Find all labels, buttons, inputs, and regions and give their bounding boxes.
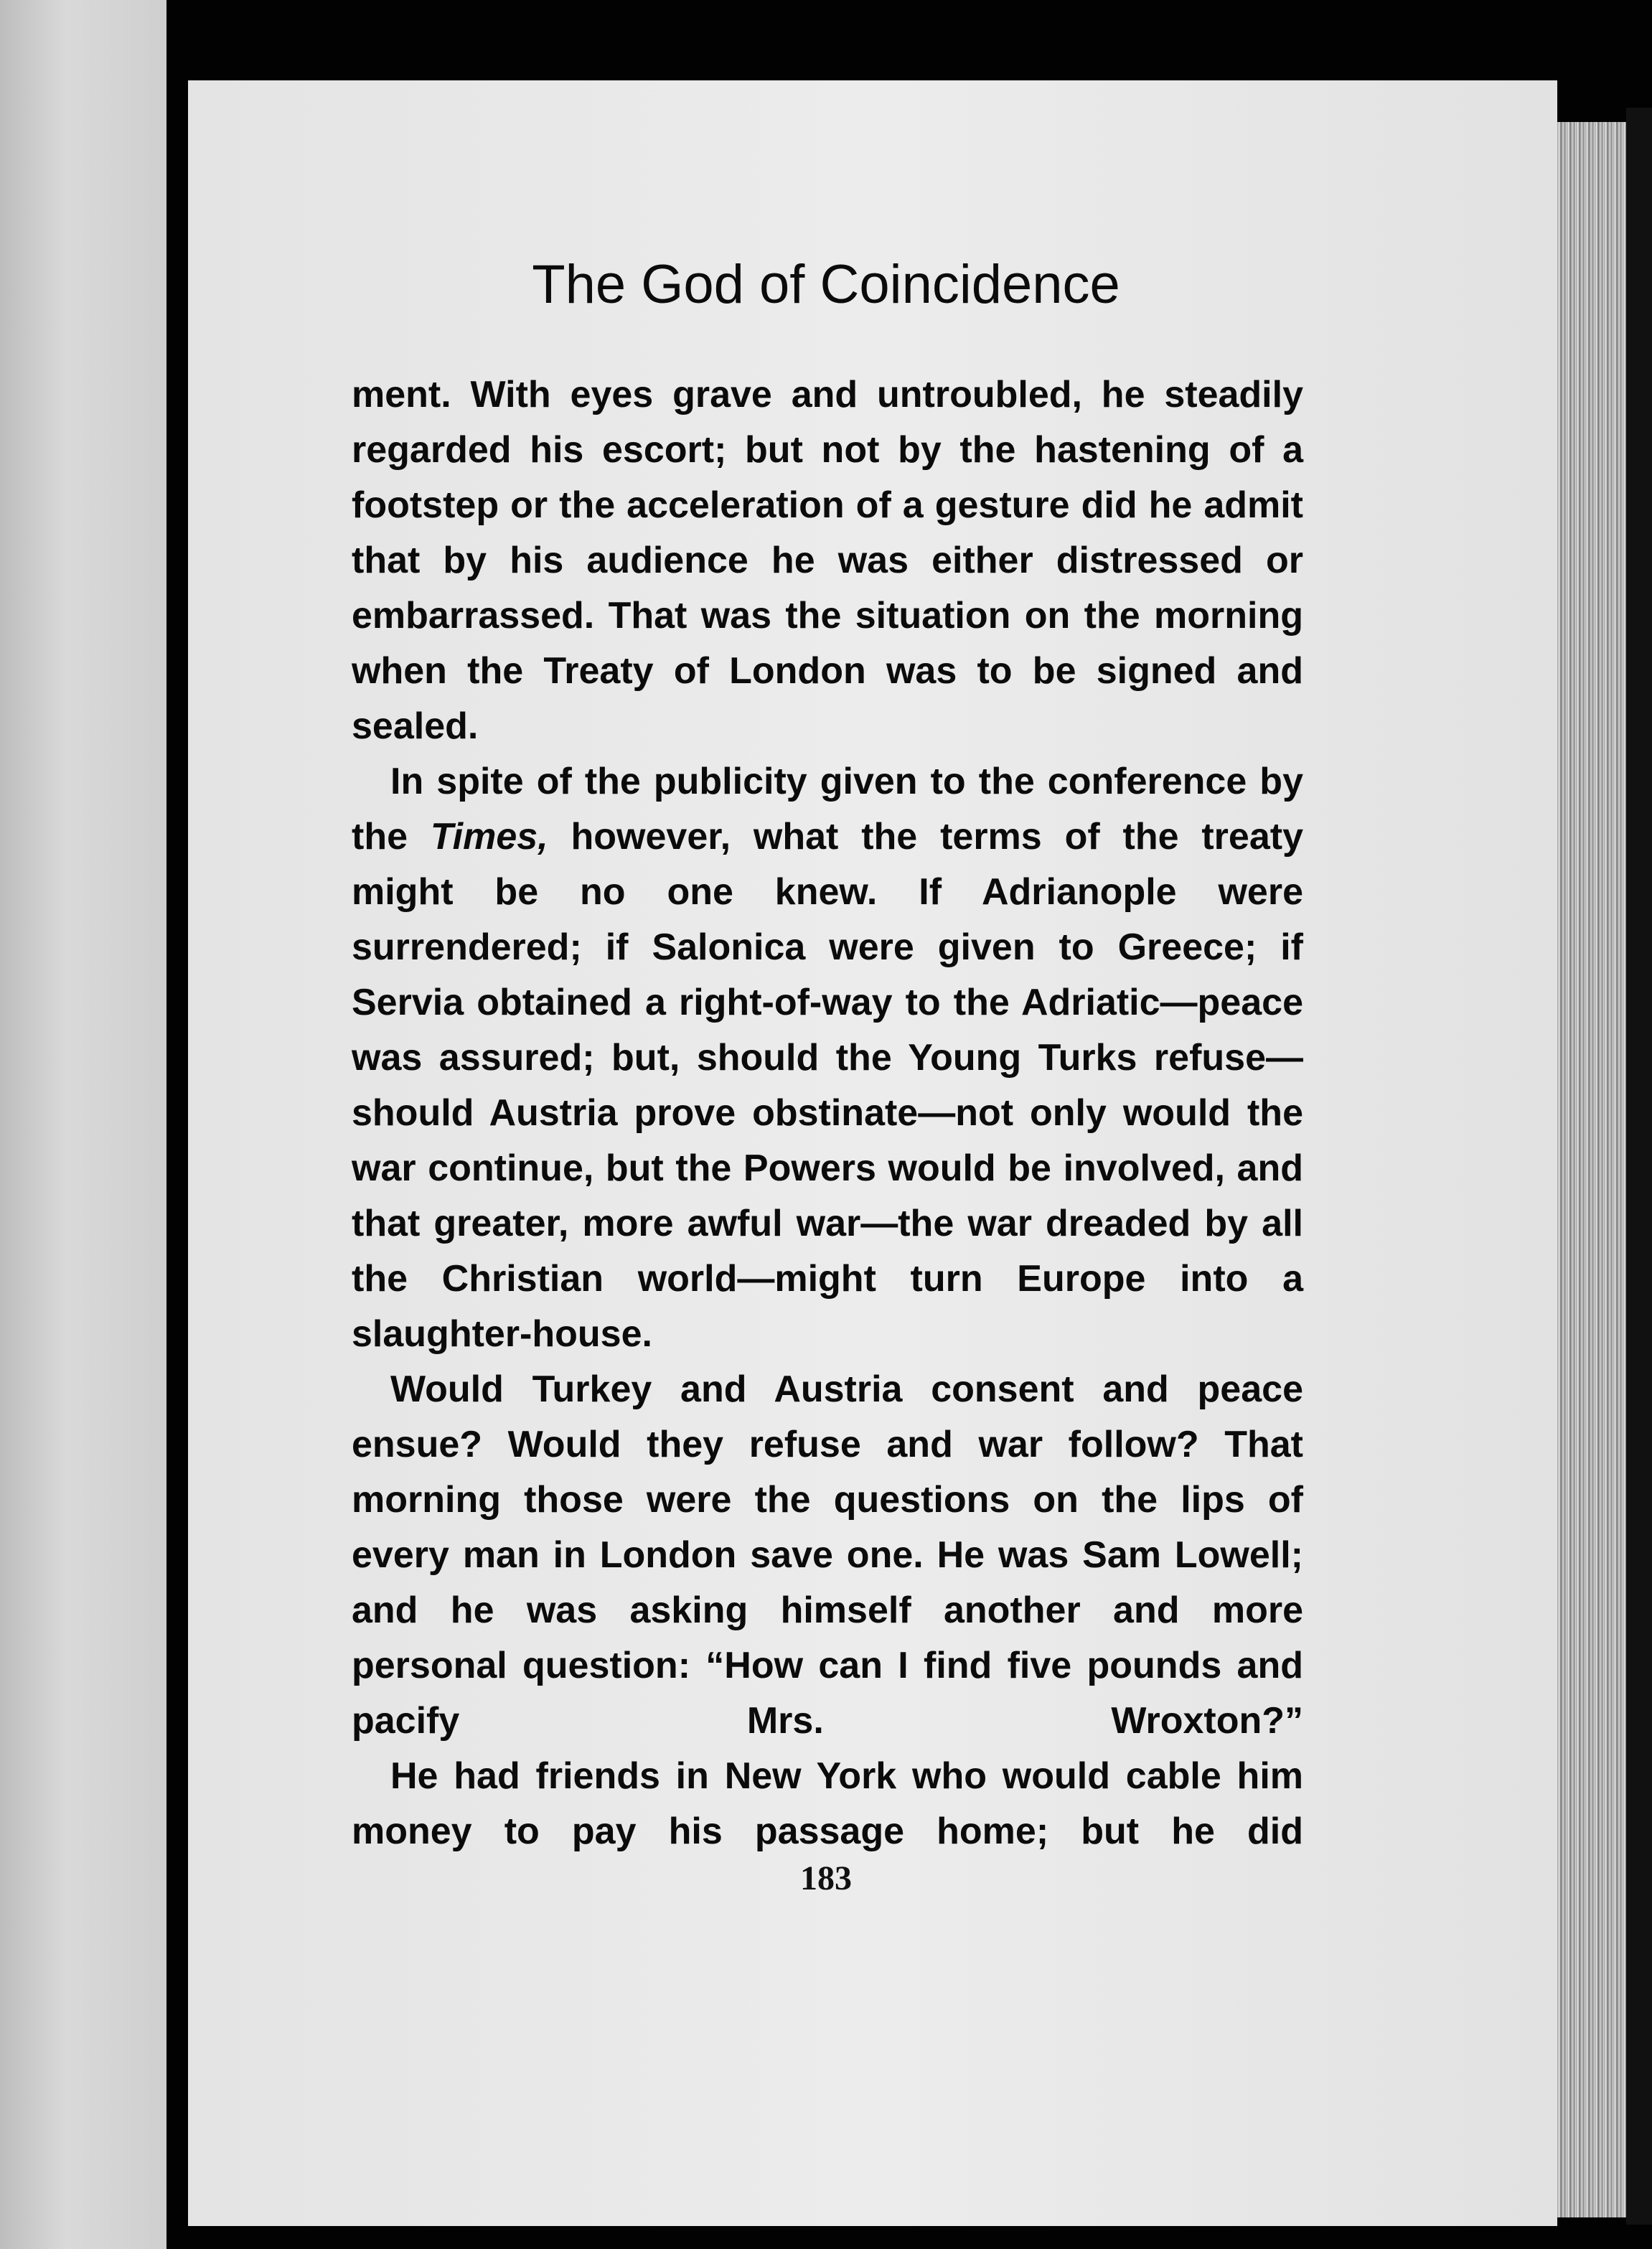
italic-title-times: Times, [430,816,548,858]
paragraph-2-start: In spite of the publicity given to the conference by the [352,761,1303,858]
facing-page-edge [0,0,166,2249]
body-text [352,367,1303,1859]
running-head: The God of Coincidence [532,254,1120,315]
paragraph-2 [352,754,1303,1362]
paragraph-4: He had friends in New York who would cable him money to pay his passage home; but he did [352,1755,1303,1852]
paragraph-2-rest: however, what the terms of the treaty might be no one knew. If Adrianople were surrendered; if Salonica were given to Greece; if Servia obtained a right-of-way to the Adriatic—peace was assured; but, should the Young Turks refuse—should Austria prove obstinate—not only would the war continue, but the Powers would be involved, and that greater, more awful war—the war dreaded by all the Christian world—might turn Europe into a slaughter-house. [352,816,1303,1355]
page-edges [1557,122,1626,2217]
scan-shadow [1626,108,1652,2225]
paragraph-1: ment. With eyes grave and untroubled, he steadily regarded his escort; but not by the hastening of a footstep or the acceleration of a gesture did he admit that by his audience he was either distressed or embarrassed. That was the situation on the morning when the Treaty of London was to be signed and sealed. [352,374,1303,747]
paragraph-3: Would Turkey and Austria consent and peace ensue? Would they refuse and war follow? That morning those were the questions on the lips of every man in London save one. He was Sam Lowell; and he was asking himself another and more personal question: “How can I find five pounds and pacify Mrs. Wroxton?” [352,1368,1303,1742]
page-number: 183 [800,1859,852,1897]
